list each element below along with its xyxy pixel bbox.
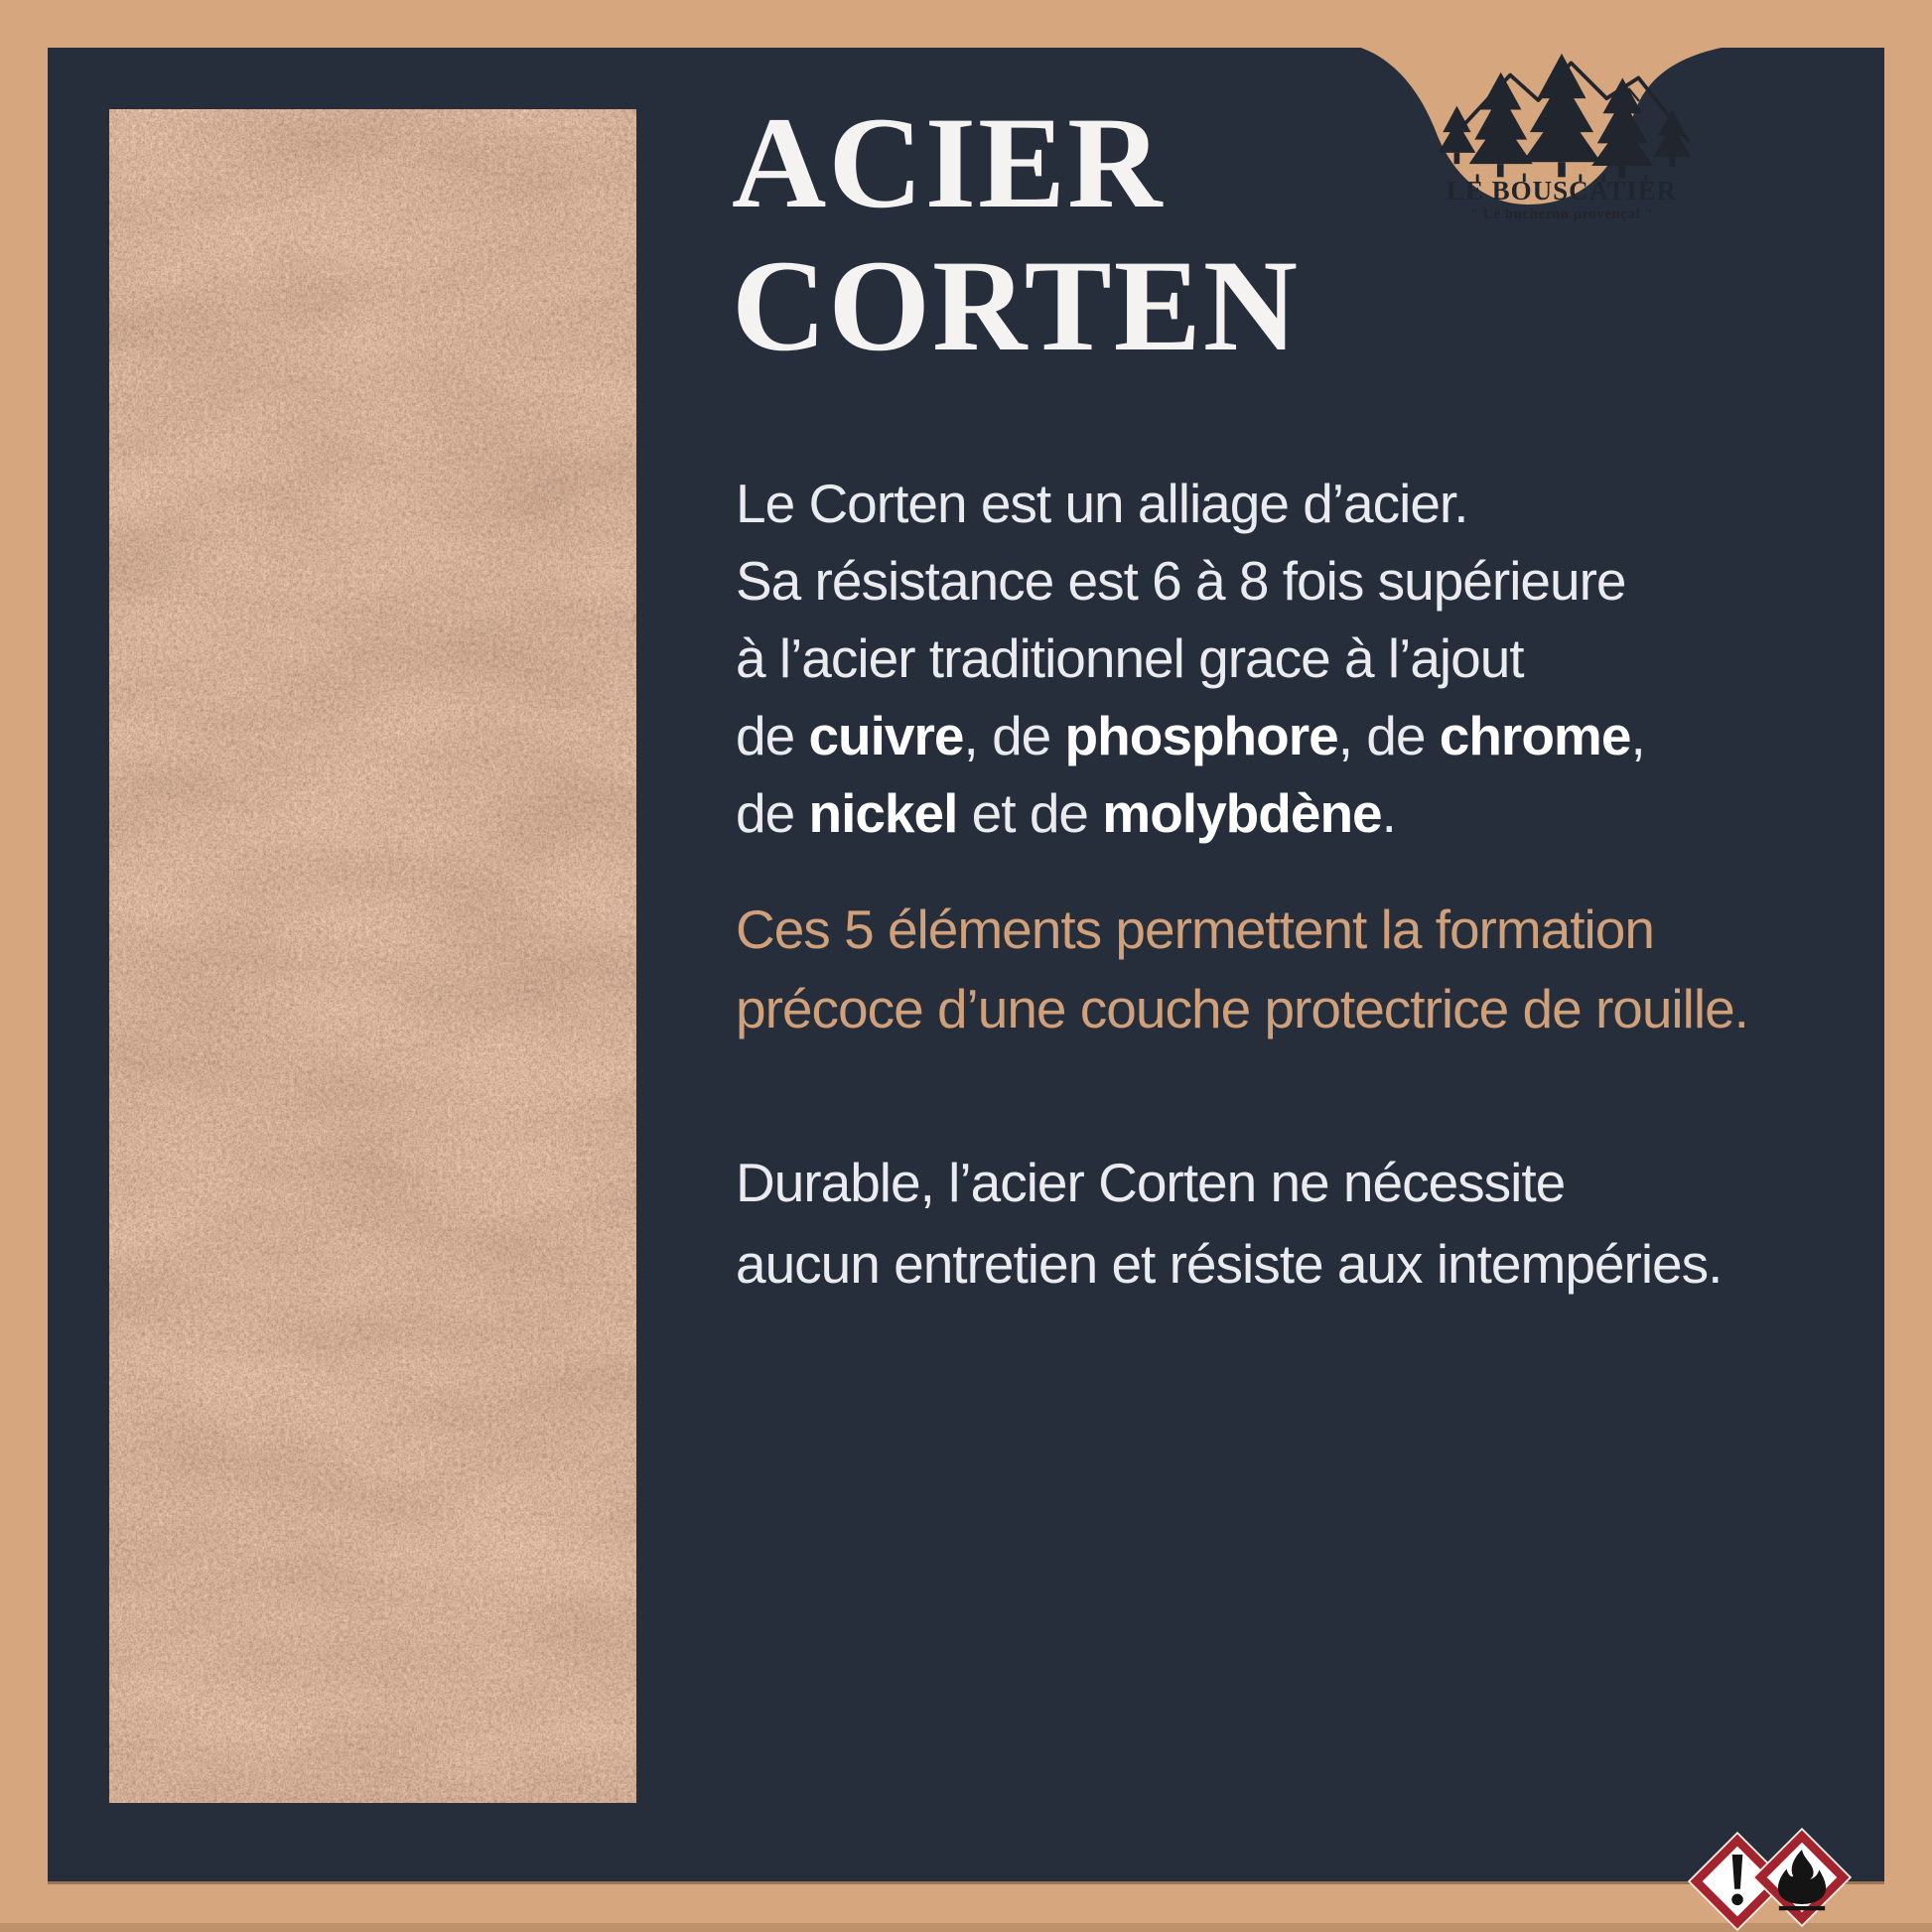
page-title-line1: ACIER	[732, 89, 1165, 235]
logo-trees-icon	[1411, 52, 1713, 183]
paragraph-durable	[736, 1142, 1722, 1305]
text-line: Sa résistance est 6 à 8 fois supérieure	[736, 550, 1626, 612]
text-line: de nickel et de molybdène.	[736, 782, 1396, 844]
page-title-line2: CORTEN	[732, 232, 1301, 378]
flame-hazard-icon	[1749, 1825, 1855, 1930]
text-line: à l’acier traditionnel grace à l’ajout	[736, 627, 1524, 689]
text-line: Ces 5 éléments permettent la formation	[736, 898, 1654, 960]
brand-tagline: " Le bucheron provençal "	[1469, 207, 1654, 222]
bottom-edge-strip	[0, 1923, 1932, 1932]
text-line: aucun entretien et résiste aux intempéries.	[736, 1233, 1723, 1295]
brand-logo	[1388, 52, 1735, 224]
text-line: Durable, l’acier Corten ne nécessite	[736, 1152, 1566, 1213]
paragraph-elements	[736, 890, 1748, 1048]
paragraph-intro	[736, 465, 1645, 852]
text-line: de cuivre, de phosphore, de chrome,	[736, 705, 1645, 766]
page-title	[732, 91, 1300, 377]
brand-name: LE BOUSCATIER	[1446, 176, 1678, 206]
text-line: précoce d’une couche protectrice de rouille.	[736, 978, 1748, 1039]
corten-steel-photo	[109, 109, 636, 1803]
text-line: Le Corten est un alliage d’acier.	[736, 473, 1468, 534]
